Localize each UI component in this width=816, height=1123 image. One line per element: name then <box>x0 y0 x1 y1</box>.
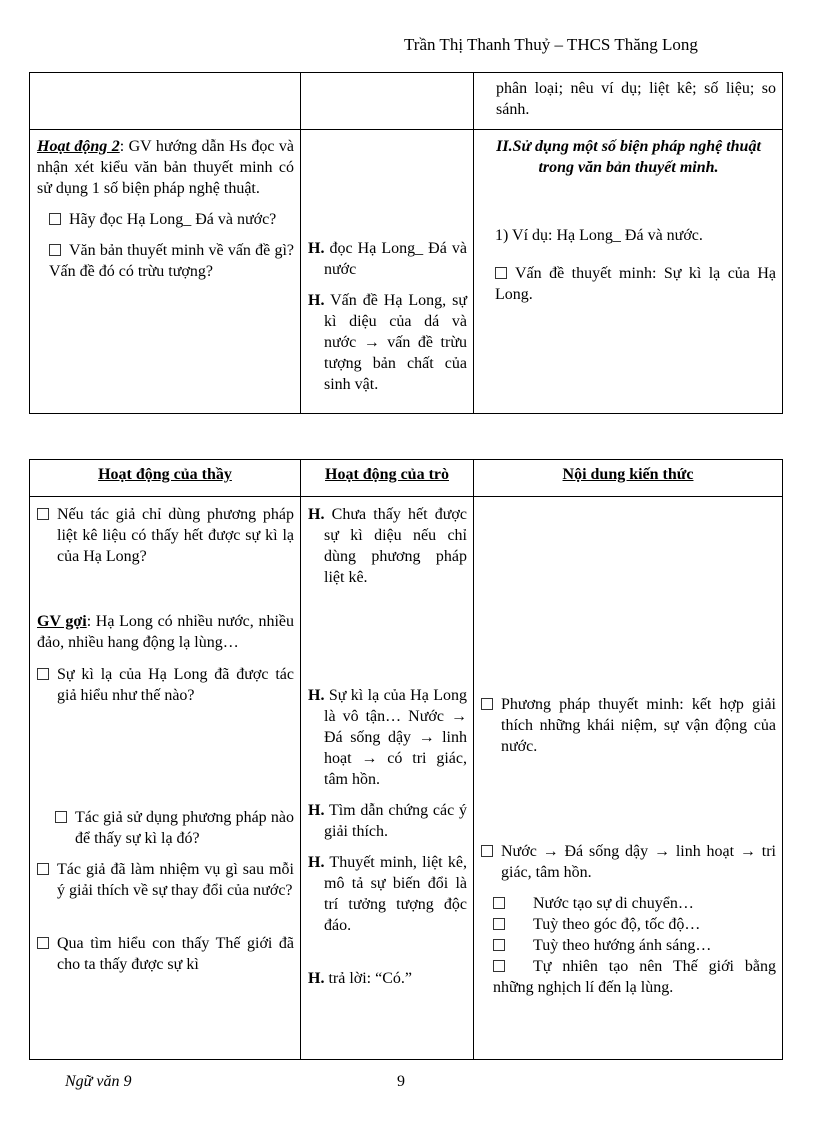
knowledge-item: Tuỳ theo góc độ, tốc độ… <box>481 914 776 935</box>
table-cell <box>301 130 474 414</box>
student-answer: H. Tìm dẫn chứng các ý giải thích. <box>308 802 467 840</box>
page-header: Trần Thị Thanh Thuỷ – THCS Thăng Long <box>404 35 698 54</box>
bullet-box-icon <box>37 508 49 520</box>
knowledge-item: Tự nhiên tạo nên Thế giới bằng những nghịch lí đến lạ lùng. <box>493 958 776 996</box>
student-answer: H. Vấn đề Hạ Long, sự kì diệu của dá và nước → vấn đề trừu tượng bản chất của sinh vật. <box>308 292 467 393</box>
question-item: Tác giả đã làm nhiệm vụ gì sau mỗi ý giải thích về sự thay đổi của nước? <box>37 859 294 901</box>
activity-label: Hoạt động 2 <box>37 138 120 155</box>
student-answer: H. Chưa thấy hết được sự kì diệu nếu chỉ dùng phương pháp liệt kê. <box>308 506 467 586</box>
page-number: 9 <box>397 1073 405 1090</box>
knowledge-item: Phương pháp thuyết minh: kết hợp giải thích những khái niệm, sự vận động của nước. <box>481 694 776 757</box>
bullet-box-icon <box>37 937 49 949</box>
student-answer: H. trả lời: “Có.” <box>308 970 412 987</box>
knowledge-text: phân loại; nêu ví dụ; liệt kê; số liệu; so sánh. <box>496 80 776 118</box>
question-item: Hãy đọc Hạ Long_ Đá và nước? <box>37 209 294 230</box>
column-header: Hoạt động của thầy <box>30 460 301 497</box>
table-cell <box>474 73 783 130</box>
question-item: Qua tìm hiểu con thấy Thế giới đã cho ta thấy được sự kì <box>37 933 294 975</box>
table-row <box>30 497 783 1060</box>
student-answer: H. Thuyết minh, liệt kê, mô tả sự biến đổi là trí tưởng tượng độc đáo. <box>308 854 467 934</box>
bullet-box-icon <box>49 213 61 225</box>
bullet-box-icon <box>493 918 505 930</box>
student-answer: H. Sự kì lạ của Hạ Long là vô tận… Nước → Đá sống dậy → linh hoạt → có tri giác, tâm hồn. <box>308 687 467 788</box>
activity-text: : GV hướng dẫn Hs đọc và nhận xét kiểu văn bản thuyết minh có sử dụng 1 số biện pháp nghệ thuật. <box>37 138 294 197</box>
bullet-box-icon <box>49 244 61 256</box>
table-cell <box>30 130 301 414</box>
question-item: Văn bản thuyết minh về vấn đề gì? Vấn đề đó có trừu tượng? <box>49 242 294 280</box>
knowledge-item: Nước → Đá sống dậy → linh hoạt → tri giác, tâm hồn. <box>481 841 776 883</box>
bullet-box-icon <box>55 811 67 823</box>
knowledge-item: Nước tạo sự di chuyển… <box>481 893 776 914</box>
bullet-box-icon <box>37 863 49 875</box>
bullet-box-icon <box>493 897 505 909</box>
gv-label: GV gợi <box>37 613 87 630</box>
bullet-box-icon <box>37 668 49 680</box>
table-cell <box>474 497 783 1060</box>
bullet-box-icon <box>495 267 507 279</box>
table-header-row <box>30 460 783 497</box>
example-text: 1) Ví dụ: Hạ Long_ Đá và nước. <box>495 227 703 244</box>
bullet-box-icon <box>481 698 493 710</box>
footer-subject: Ngữ văn 9 <box>65 1073 132 1090</box>
lesson-table <box>29 459 783 1060</box>
question-item: Nếu tác giả chỉ dùng phương pháp liệt kê liệu có thấy hết được sự kì lạ của Hạ Long? <box>37 504 294 567</box>
table-cell <box>474 130 783 414</box>
question-item: Tác giả sử dụng phương pháp nào để thấy sự kì lạ đó? <box>37 807 294 849</box>
bullet-box-icon <box>493 939 505 951</box>
table-row <box>30 130 783 414</box>
column-header: Nội dung kiến thức <box>474 460 783 497</box>
column-header: Hoạt động của trò <box>301 460 474 497</box>
lesson-table-continued <box>29 72 783 414</box>
table-cell <box>301 497 474 1060</box>
table-cell <box>30 497 301 1060</box>
student-answer: H. đọc Hạ Long_ Đá và nước <box>308 240 467 278</box>
gv-text: : Hạ Long có nhiều nước, nhiều đảo, nhiều hang động lạ lùng… <box>37 613 294 651</box>
question-item: Sự kì lạ của Hạ Long đã được tác giả hiểu như thế nào? <box>37 664 294 706</box>
knowledge-item: Tuỳ theo hướng ánh sáng… <box>481 935 776 956</box>
bullet-box-icon <box>481 845 493 857</box>
table-cell <box>301 73 474 130</box>
table-cell <box>30 73 301 130</box>
table-row <box>30 73 783 130</box>
bullet-box-icon <box>493 960 505 972</box>
knowledge-item: Vấn đề thuyết minh: Sự kì lạ của Hạ Long. <box>495 265 776 303</box>
section-title: II.Sử dụng một số biện pháp nghệ thuật trong văn bản thuyết minh. <box>496 138 761 176</box>
